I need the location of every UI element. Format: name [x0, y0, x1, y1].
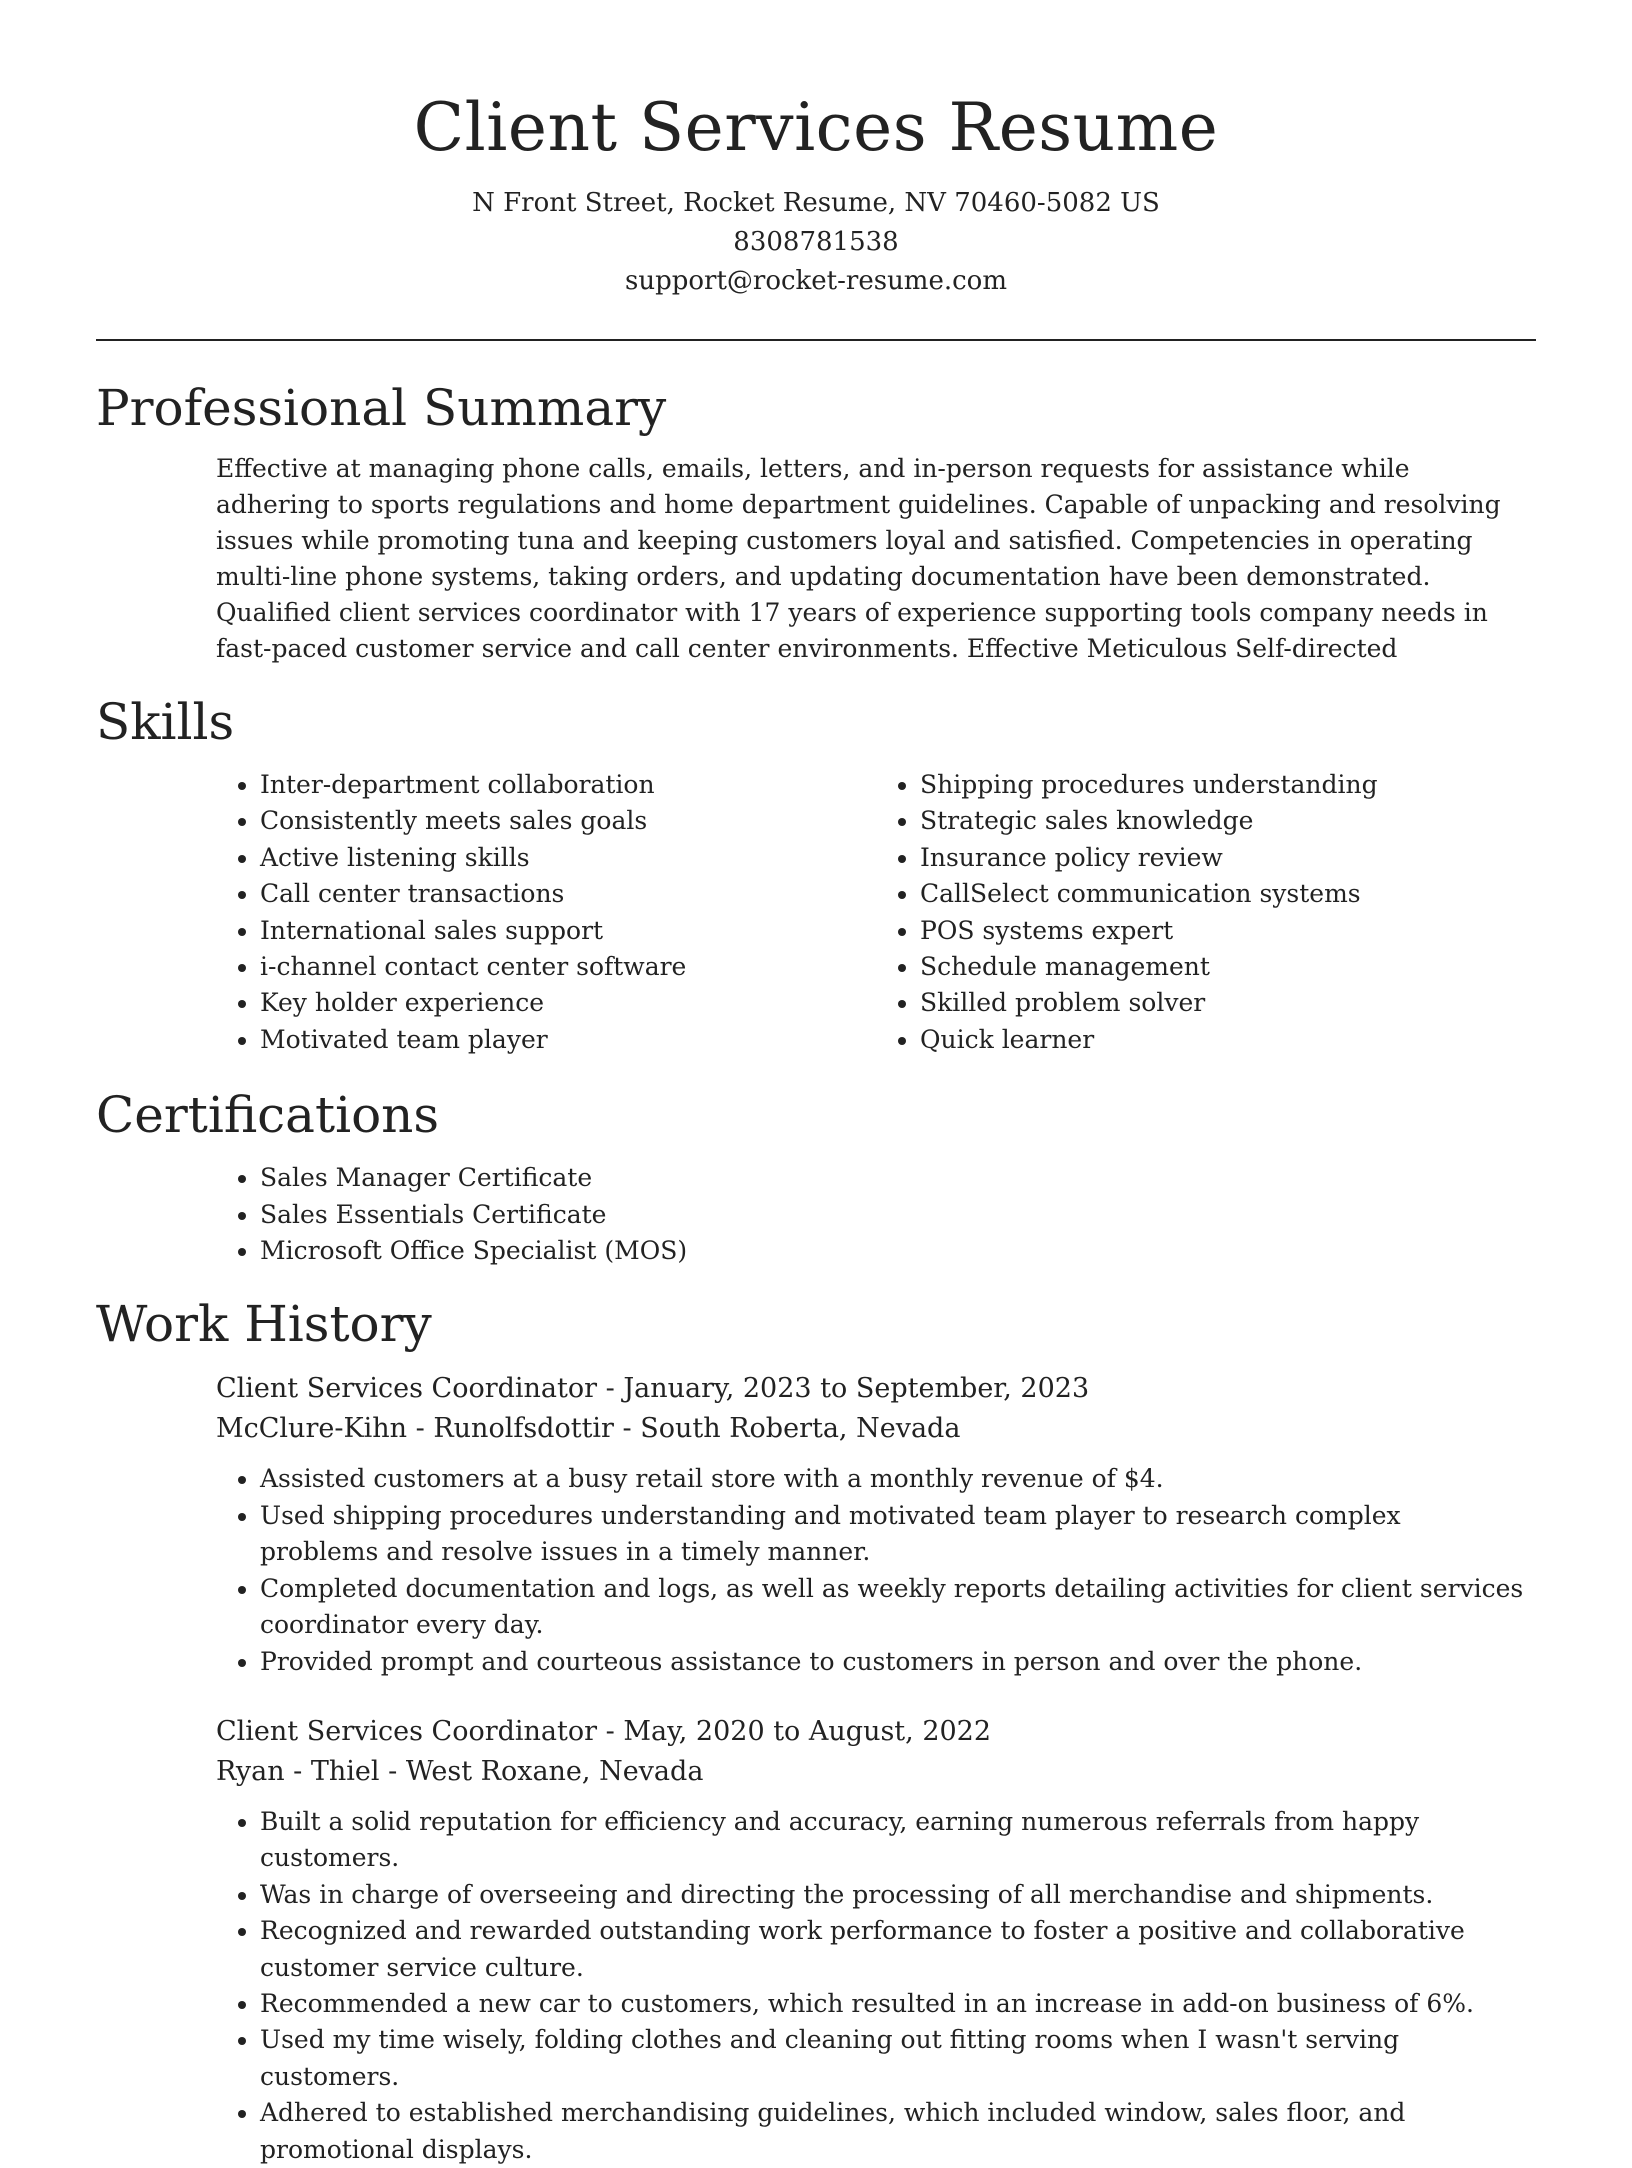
certifications-section: [96, 1084, 1536, 1269]
skills-list-right: [876, 767, 1536, 1058]
section-heading-certifications: Certifications: [96, 1086, 440, 1145]
job-bullet: • Assisted customers at a busy retail store with a monthly revenue of $4.: [260, 1461, 1536, 1497]
certifications-list: [216, 1160, 1536, 1269]
job-entry: [216, 1369, 1536, 1679]
employer-name: Ryan - Thiel: [216, 1755, 380, 1787]
job-bullet: • Used my time wisely, folding clothes and cleaning out fitting rooms when I wasn't serving customers.: [260, 2022, 1536, 2095]
job-entry: [216, 1712, 1536, 2168]
email-line: support@rocket-resume.com: [624, 266, 1007, 296]
job-bullet: • Recommended a new car to customers, which resulted in an increase in add-on business of 6%.: [260, 1986, 1536, 2022]
skill-item: • Motivated team player: [260, 1022, 876, 1058]
job-employer-line: [216, 1752, 1536, 1792]
header-divider: [96, 339, 1536, 341]
job-title: Client Services Coordinator: [216, 1373, 598, 1405]
phone-line: 8308781538: [733, 227, 899, 257]
skills-list-left: [216, 767, 876, 1058]
skill-item: • Call center transactions: [260, 876, 876, 912]
skill-item: • i-channel contact center software: [260, 949, 876, 985]
skill-item: • CallSelect communication systems: [920, 876, 1536, 912]
job-location: - South Roberta, Nevada: [613, 1413, 961, 1445]
skill-item: • Key holder experience: [260, 985, 876, 1021]
section-heading-summary: Professional Summary: [96, 379, 667, 437]
certification-item: • Sales Essentials Certificate: [260, 1197, 1536, 1233]
skill-item: • Skilled problem solver: [920, 985, 1536, 1021]
job-bullet: • Provided prompt and courteous assistance to customers in person and over the phone.: [260, 1644, 1536, 1680]
employer-name: McClure-Kihn - Runolfsdottir: [216, 1413, 614, 1445]
job-title: Client Services Coordinator: [216, 1715, 598, 1747]
professional-summary-section: [96, 377, 1536, 667]
job-bullets: [216, 1804, 1536, 2168]
job-bullet: • Was in charge of overseeing and directing the processing of all merchandise and shipments.: [260, 1877, 1536, 1913]
skill-item: • Inter-department collaboration: [260, 767, 876, 803]
job-bullet: • Used shipping procedures understanding and motivated team player to research complex problems and resolve issues in a timely manner.: [260, 1498, 1536, 1571]
skills-section: [96, 691, 1536, 1058]
job-location: - West Roxane, Nevada: [379, 1755, 704, 1787]
resume-title: Client Services Resume: [413, 89, 1219, 166]
job-bullet: • Completed documentation and logs, as well as weekly reports detailing activities for client services coordinator every day.: [260, 1571, 1536, 1644]
skill-item: • Schedule management: [920, 949, 1536, 985]
certification-item: • Sales Manager Certificate: [260, 1160, 1536, 1196]
skill-item: • POS systems expert: [920, 913, 1536, 949]
skill-item: • Shipping procedures understanding: [920, 767, 1536, 803]
job-dates: - January, 2023 to September, 2023: [597, 1373, 1090, 1405]
address-line: N Front Street, Rocket Resume, NV 70460-5082 US: [472, 188, 1160, 218]
contact-info: [96, 184, 1536, 301]
job-bullet: • Built a solid reputation for efficiency and accuracy, earning numerous referrals from happy customers.: [260, 1804, 1536, 1877]
certification-item: • Microsoft Office Specialist (MOS): [260, 1233, 1536, 1269]
summary-text: Effective at managing phone calls, emails, letters, and in-person requests for assistance while adhering to sports regulations and home department guidelines. Capable of unpacking and resolving issues while promoting tuna and keeping customers loyal and satisfied. Competencies in operating multi-line phone systems, taking orders, and updating documentation have been demonstrated. Qualified client services coordinator with 17 years of experience supporting tools company needs in fast-paced customer service and call center environments. Effective Meticulous Self-directed: [216, 454, 1501, 663]
job-employer-line: [216, 1409, 1536, 1449]
job-dates: - May, 2020 to August, 2022: [597, 1715, 992, 1747]
section-heading-work: Work History: [96, 1295, 432, 1354]
section-heading-skills: Skills: [96, 693, 235, 751]
job-title-line: [216, 1712, 1536, 1752]
job-bullet: • Adhered to established merchandising guidelines, which included window, sales floor, and promotional displays.: [260, 2095, 1536, 2168]
skill-item: • International sales support: [260, 913, 876, 949]
skills-columns: [216, 767, 1536, 1058]
skill-item: • Active listening skills: [260, 840, 876, 876]
resume-header: [96, 0, 1536, 301]
work-history-section: [96, 1293, 1536, 2168]
skill-item: • Consistently meets sales goals: [260, 803, 876, 839]
job-bullets: [216, 1461, 1536, 1679]
job-bullet: • Recognized and rewarded outstanding work performance to foster a positive and collaborative customer service culture.: [260, 1913, 1536, 1986]
skill-item: • Strategic sales knowledge: [920, 803, 1536, 839]
job-title-line: [216, 1369, 1536, 1409]
skill-item: • Insurance policy review: [920, 840, 1536, 876]
skill-item: • Quick learner: [920, 1022, 1536, 1058]
